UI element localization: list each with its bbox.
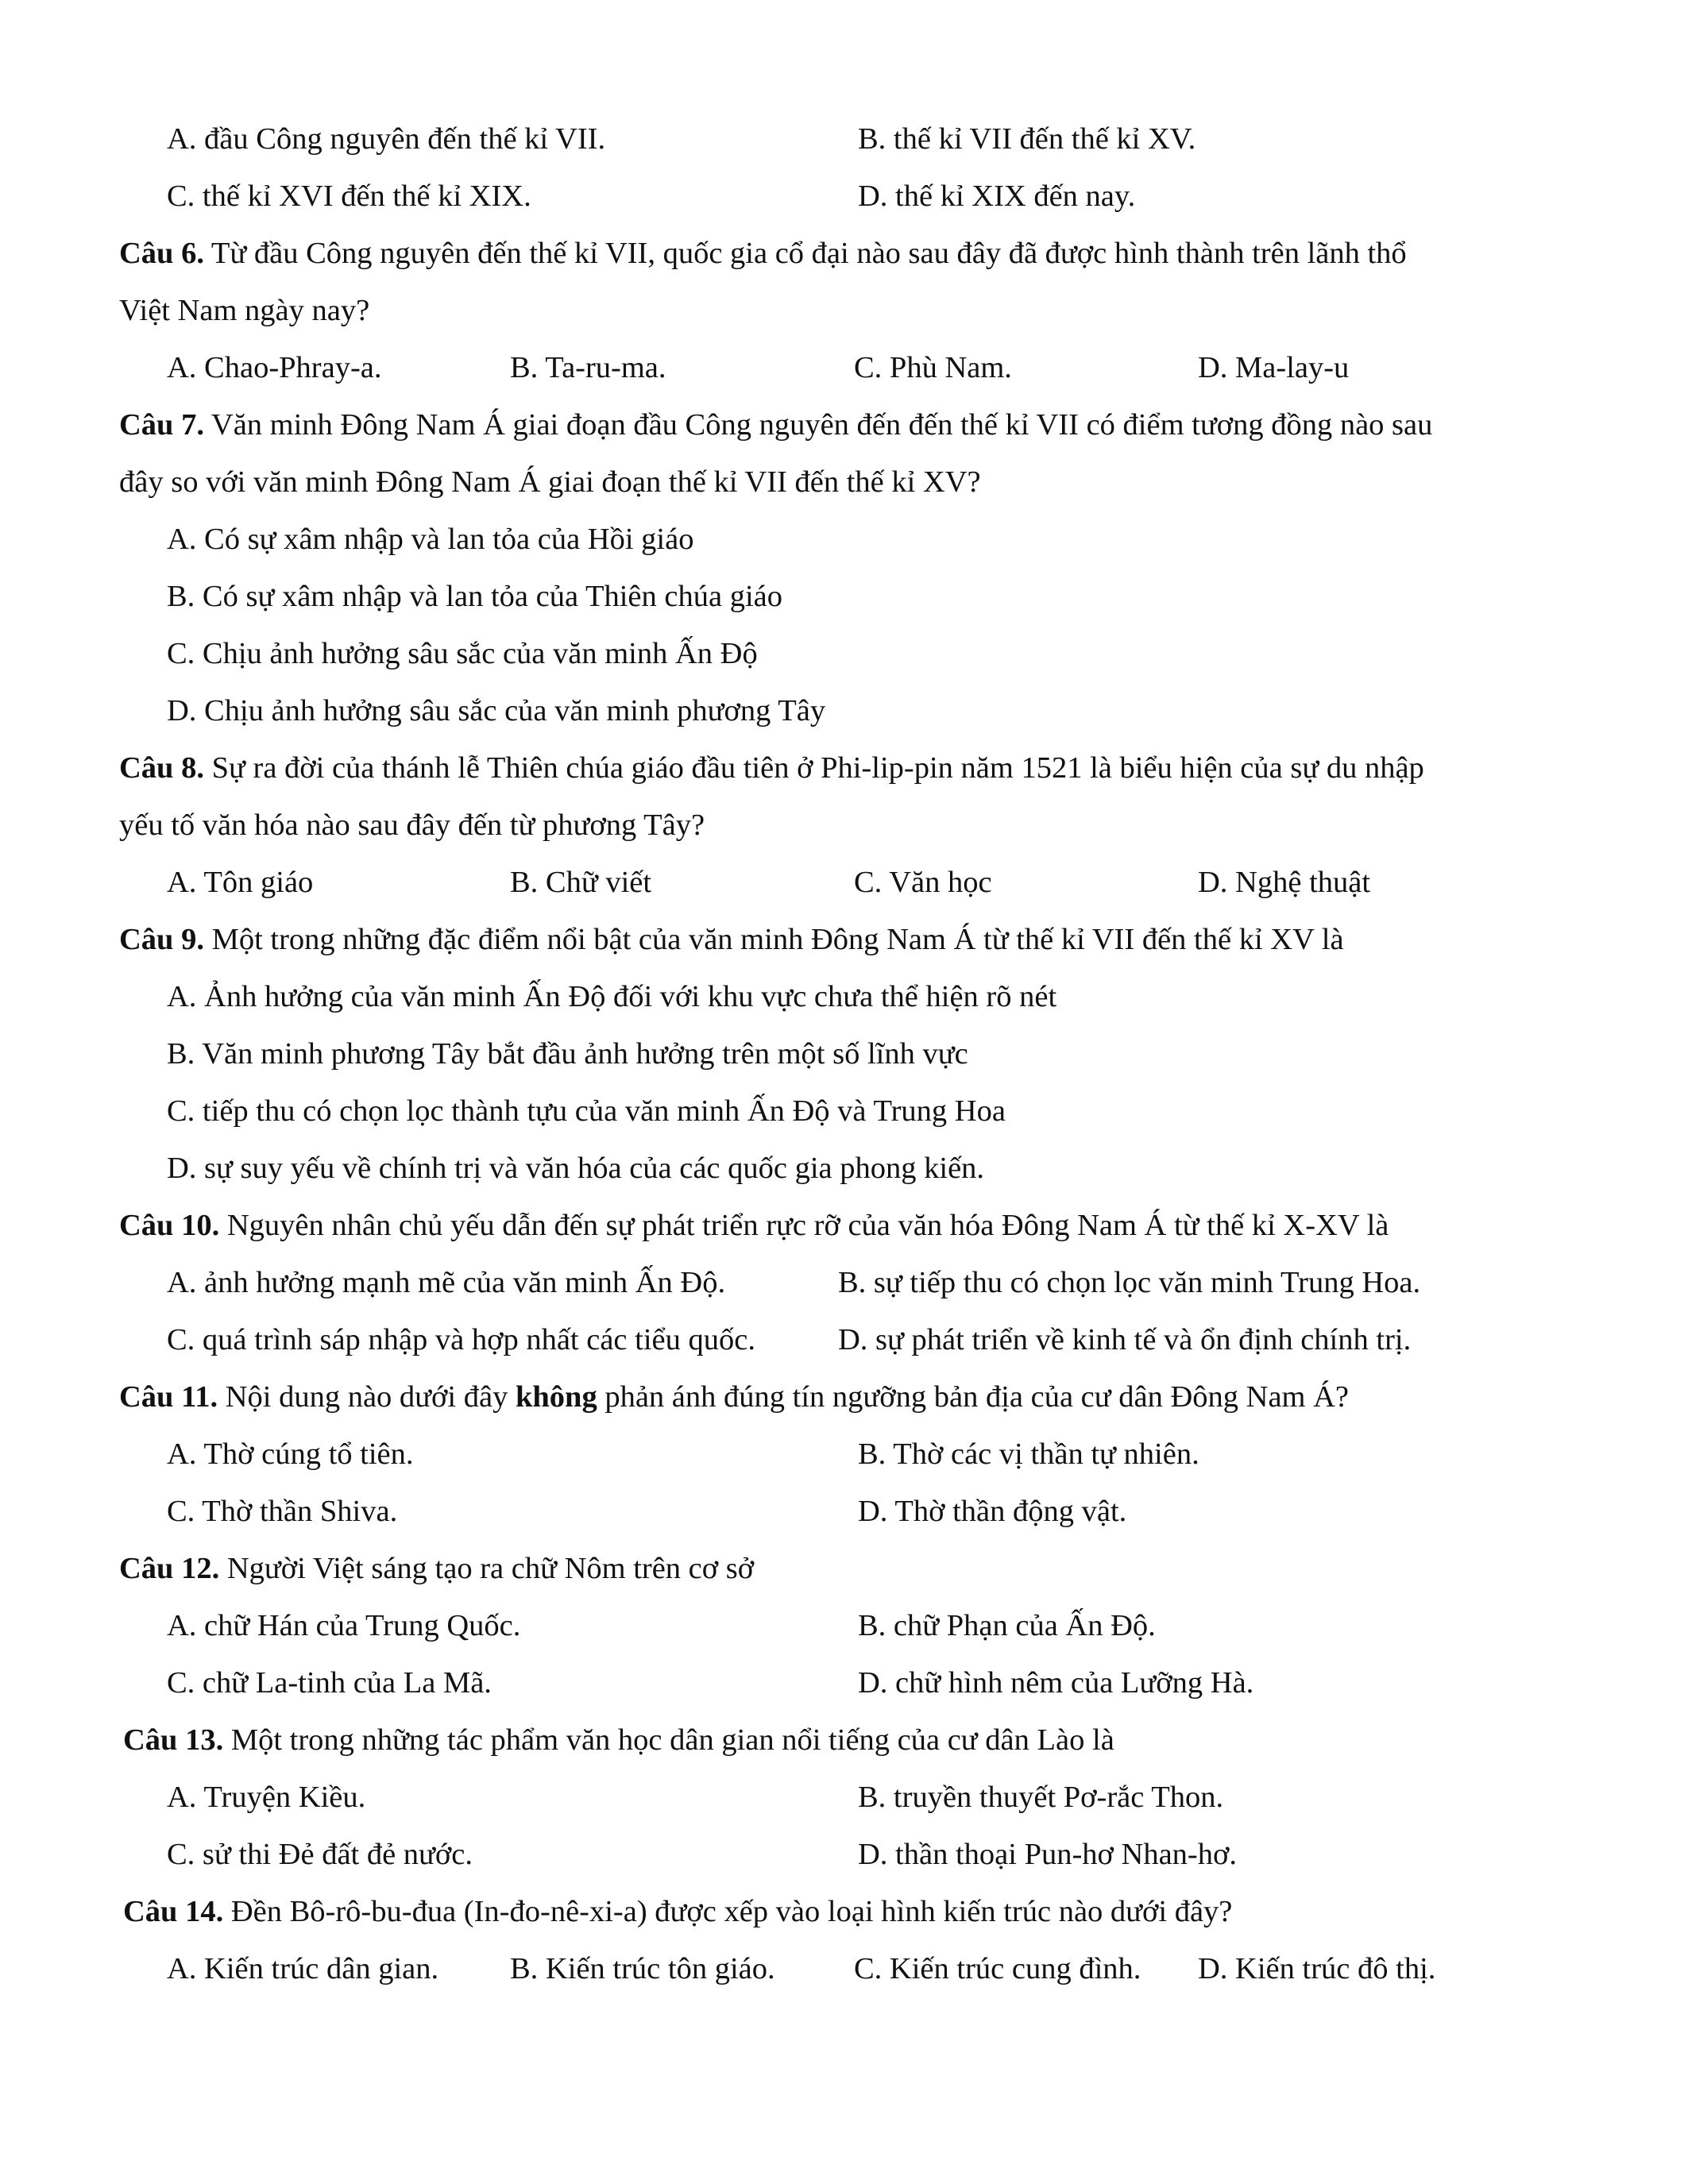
q7-label: Câu 7. — [119, 408, 204, 442]
q9-option-a: A. Ảnh hưởng của văn minh Ấn Độ đối với khu vực chưa thể hiện rõ nét — [167, 980, 1057, 1013]
q13-option-d: D. thần thoại Pun-hơ Nhan-hơ. — [858, 1838, 1237, 1871]
q12-label: Câu 12. — [119, 1552, 220, 1585]
q11-option-d: D. Thờ thần động vật. — [858, 1495, 1127, 1528]
q7-option-a: A. Có sự xâm nhập và lan tỏa của Hồi giáo — [167, 523, 694, 556]
q8-label: Câu 8. — [119, 751, 204, 785]
q9-option-c: C. tiếp thu có chọn lọc thành tựu của văn minh Ấn Độ và Trung Hoa — [167, 1094, 1006, 1128]
q14-option-d: D. Kiến trúc đô thị. — [1198, 1952, 1436, 1985]
q10-label: Câu 10. — [119, 1209, 220, 1242]
q13-stem — [123, 1725, 1114, 1756]
q13-option-c: C. sử thi Đẻ đất đẻ nước. — [167, 1838, 473, 1871]
q8-text-line1: Sự ra đời của thánh lễ Thiên chúa giáo đầu tiên ở Phi-lip-pin năm 1521 là biểu hiện của sự du nhập — [203, 751, 1424, 785]
q12-option-c: C. chữ La-tinh của La Mã. — [167, 1666, 492, 1700]
q7-option-b: B. Có sự xâm nhập và lan tỏa của Thiên chúa giáo — [167, 580, 782, 613]
q10-text-line1: Nguyên nhân chủ yếu dẫn đến sự phát triển rực rỡ của văn hóa Đông Nam Á từ thế kỉ X-XV là — [219, 1209, 1389, 1242]
q7-text-line2: đây so với văn minh Đông Nam Á giai đoạn thế kỉ VII đến thế kỉ XV? — [119, 465, 981, 499]
q14-option-c: C. Kiến trúc cung đình. — [854, 1952, 1141, 1985]
q8-option-c: C. Văn học — [854, 866, 992, 899]
q11-option-c: C. Thờ thần Shiva. — [167, 1495, 398, 1528]
q11-label: Câu 11. — [119, 1380, 218, 1414]
q14-option-a: A. Kiến trúc dân gian. — [167, 1952, 439, 1985]
q13-option-b: B. truyền thuyết Pơ-rắc Thon. — [858, 1781, 1224, 1814]
q12-stem — [119, 1553, 754, 1584]
q11-text-post: phản ánh đúng tín ngưỡng bản địa của cư dân Đông Nam Á? — [597, 1380, 1349, 1414]
q6-option-c: C. Phù Nam. — [854, 351, 1012, 384]
q5-option-d: D. thế kỉ XIX đến nay. — [858, 179, 1136, 213]
q9-text-line1: Một trong những đặc điểm nổi bật của văn minh Đông Nam Á từ thế kỉ VII đến thế kỉ XV là — [203, 923, 1344, 956]
q10-option-a: A. ảnh hưởng mạnh mẽ của văn minh Ấn Độ. — [167, 1266, 726, 1299]
q8-text-line2: yếu tố văn hóa nào sau đây đến từ phương Tây? — [119, 808, 705, 842]
q11-stem — [119, 1382, 1349, 1413]
q14-text-line1: Đền Bô-rô-bu-đua (In-đo-nê-xi-a) được xếp vào loại hình kiến trúc nào dưới đây? — [223, 1895, 1233, 1928]
q11-text-pre: Nội dung nào dưới đây — [218, 1380, 516, 1414]
q9-label: Câu 9. — [119, 923, 204, 956]
q14-option-b: B. Kiến trúc tôn giáo. — [510, 1952, 775, 1985]
q7-text-line1: Văn minh Đông Nam Á giai đoạn đầu Công nguyên đến đến thế kỉ VII có điểm tương đồng nào sau — [203, 408, 1433, 442]
q11-option-a: A. Thờ cúng tổ tiên. — [167, 1437, 414, 1471]
q10-option-b: B. sự tiếp thu có chọn lọc văn minh Trung Hoa. — [838, 1266, 1421, 1299]
q13-text-line1: Một trong những tác phẩm văn học dân gian nổi tiếng của cư dân Lào là — [223, 1723, 1114, 1757]
q9-option-b: B. Văn minh phương Tây bắt đầu ảnh hưởng trên một số lĩnh vực — [167, 1037, 968, 1071]
q9-stem — [119, 924, 1344, 955]
q7-stem — [119, 410, 1432, 441]
q8-option-a: A. Tôn giáo — [167, 866, 314, 899]
q14-label: Câu 14. — [123, 1895, 224, 1928]
q11-text-emphasis: không — [515, 1380, 597, 1414]
q13-label: Câu 13. — [123, 1723, 224, 1757]
q13-option-a: A. Truyện Kiều. — [167, 1781, 366, 1814]
q6-text-line2: Việt Nam ngày nay? — [119, 294, 370, 327]
q10-option-c: C. quá trình sáp nhập và hợp nhất các tiểu quốc. — [167, 1323, 755, 1356]
q5-option-b: B. thế kỉ VII đến thế kỉ XV. — [858, 122, 1196, 156]
q6-option-b: B. Ta-ru-ma. — [510, 351, 666, 384]
q12-option-d: D. chữ hình nêm của Lưỡng Hà. — [858, 1666, 1254, 1700]
q10-option-d: D. sự phát triển về kinh tế và ổn định chính trị. — [838, 1323, 1412, 1356]
q6-label: Câu 6. — [119, 237, 204, 270]
q5-option-c: C. thế kỉ XVI đến thế kỉ XIX. — [167, 179, 531, 213]
q9-option-d: D. sự suy yếu về chính trị và văn hóa của các quốc gia phong kiến. — [167, 1152, 985, 1185]
q8-option-b: B. Chữ viết — [510, 866, 652, 899]
q8-option-d: D. Nghệ thuật — [1198, 866, 1371, 899]
q6-text-line1: Từ đầu Công nguyên đến thế kỉ VII, quốc gia cổ đại nào sau đây đã được hình thành trên lãnh thổ — [203, 237, 1407, 270]
q7-option-c: C. Chịu ảnh hưởng sâu sắc của văn minh Ấn Độ — [167, 637, 758, 670]
q5-option-a: A. đầu Công nguyên đến thế kỉ VII. — [167, 122, 606, 156]
q11-option-b: B. Thờ các vị thần tự nhiên. — [858, 1437, 1199, 1471]
q14-stem — [123, 1897, 1232, 1927]
q12-option-b: B. chữ Phạn của Ấn Độ. — [858, 1609, 1156, 1642]
q12-text-line1: Người Việt sáng tạo ra chữ Nôm trên cơ sở — [219, 1552, 755, 1585]
q6-option-d: D. Ma-lay-u — [1198, 351, 1350, 384]
q10-stem — [119, 1210, 1389, 1241]
q6-option-a: A. Chao-Phray-a. — [167, 351, 382, 384]
q7-option-d: D. Chịu ảnh hưởng sâu sắc của văn minh phương Tây — [167, 694, 826, 727]
q6-stem — [119, 238, 1407, 269]
q8-stem — [119, 753, 1424, 784]
q12-option-a: A. chữ Hán của Trung Quốc. — [167, 1609, 521, 1642]
